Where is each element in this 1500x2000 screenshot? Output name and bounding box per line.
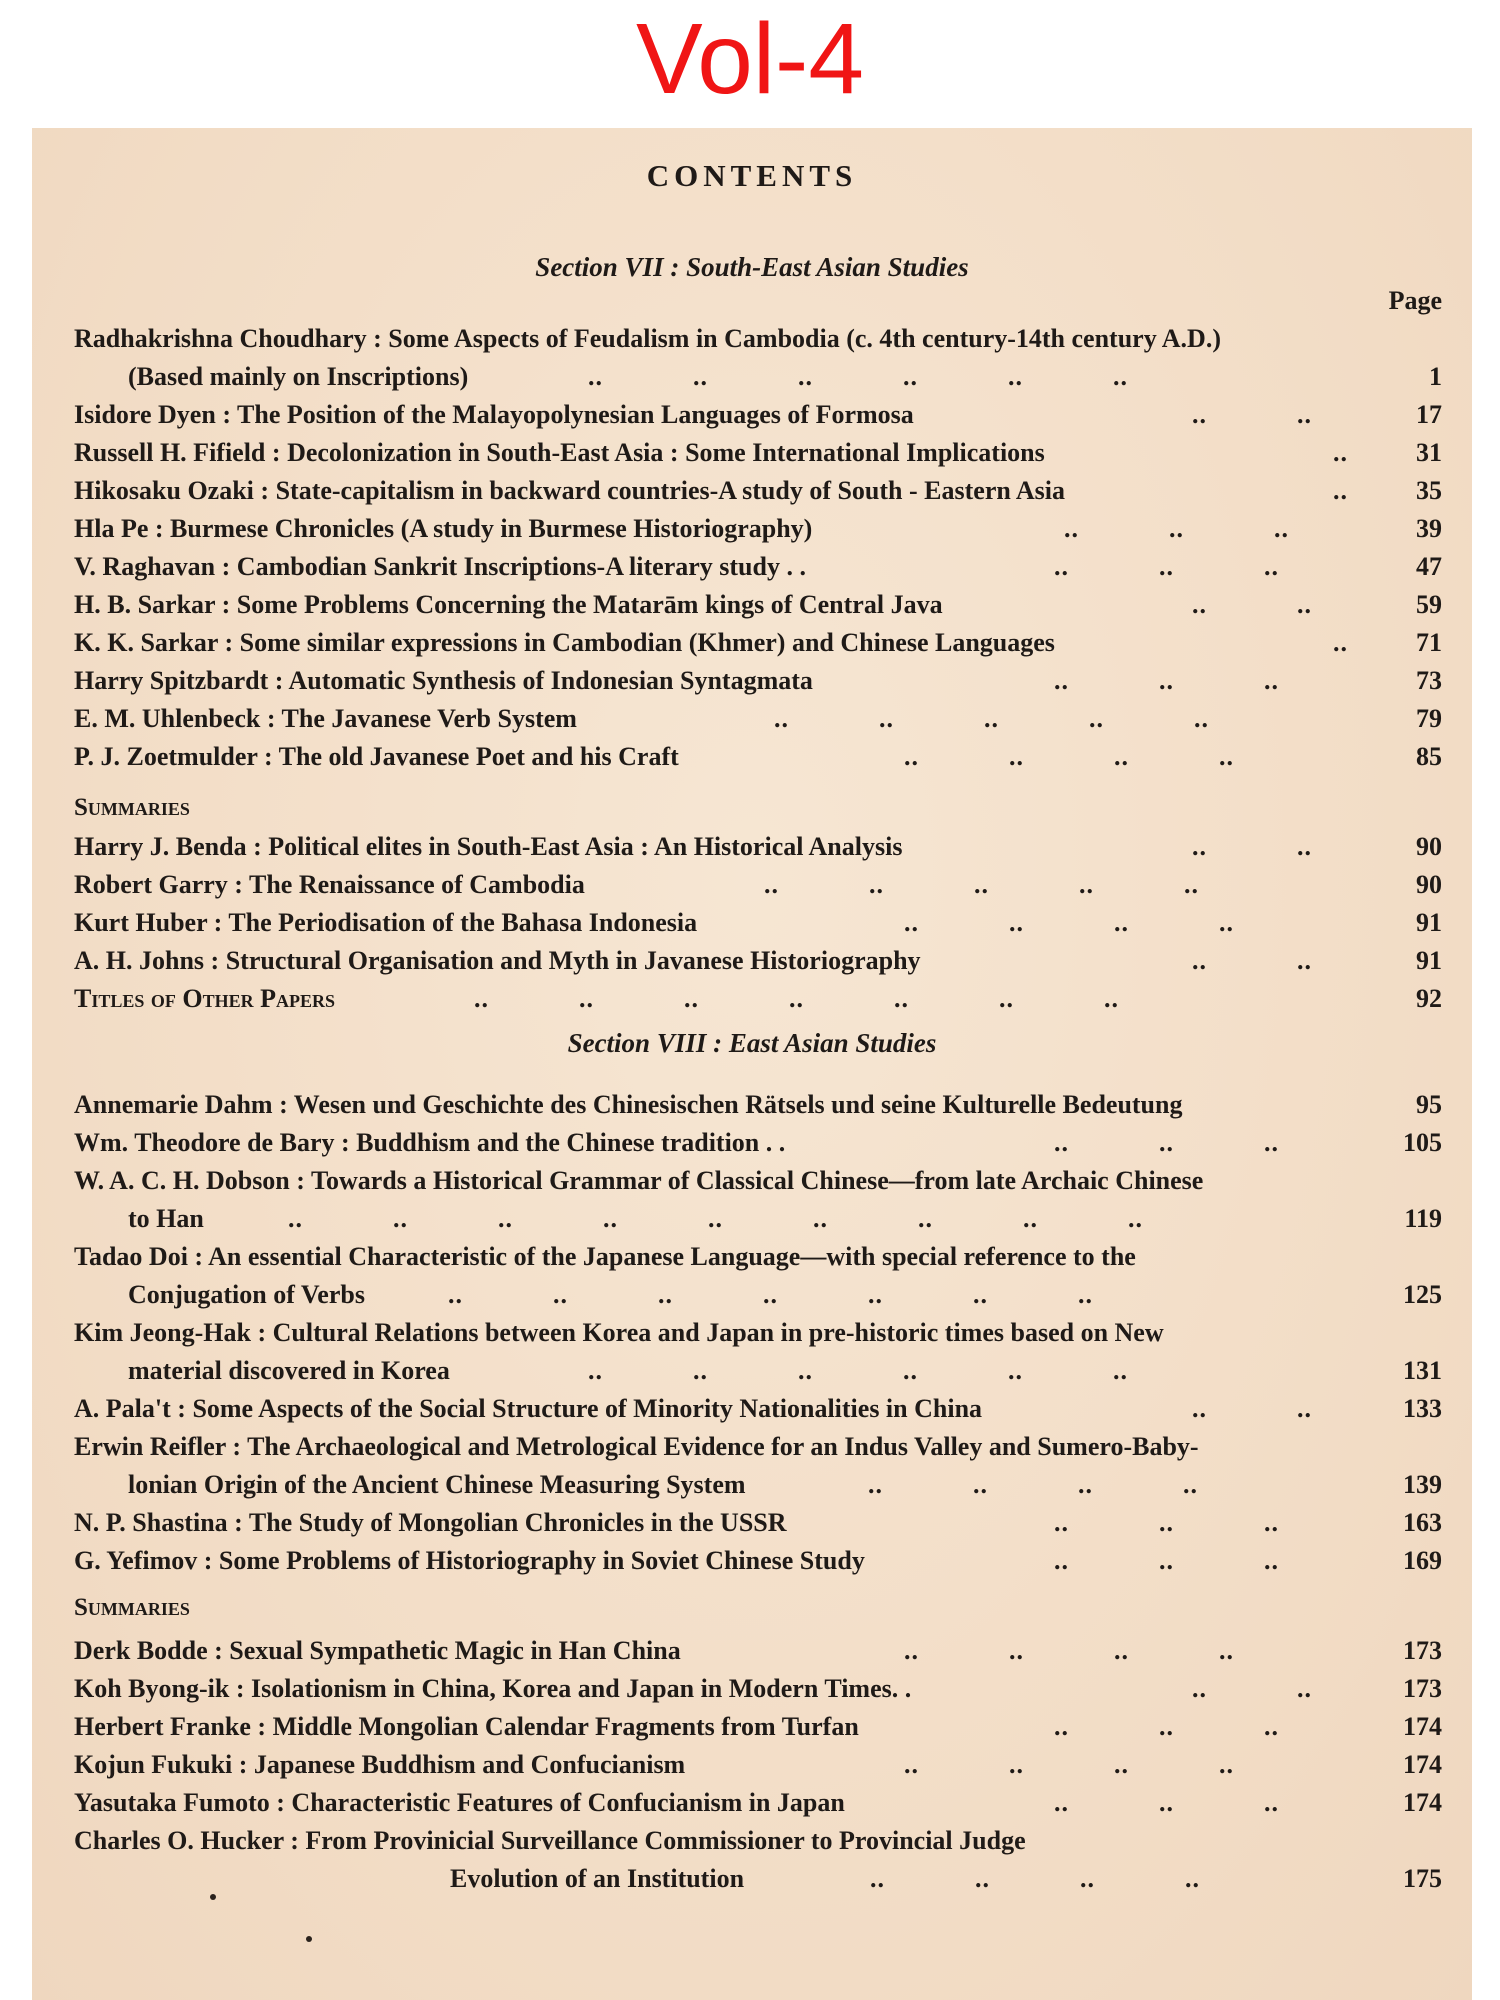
entry-page: 90 xyxy=(1416,870,1442,899)
entry-title: The Periodisation of the Bahasa Indonesia xyxy=(228,908,698,937)
toc-entry: K. K. Sarkar : Some similar expressions in Cambodian (Khmer) and Chinese Languages .. 71 xyxy=(74,624,1442,662)
entry-title: Japanese Buddhism and Confucianism xyxy=(253,1750,686,1779)
summaries-label: Summaries xyxy=(74,794,190,821)
entry-author: Kim Jeong-Hak xyxy=(74,1318,251,1347)
entry-author: Hikosaku Ozaki xyxy=(74,476,254,505)
entry-title-continued: to Han xyxy=(128,1204,204,1233)
entry-author: A. H. Johns xyxy=(74,946,205,975)
entry-author: H. B. Sarkar xyxy=(74,590,216,619)
entry-page: 35 xyxy=(1416,476,1442,505)
toc-entry-continuation: Conjugation of Verbs .. .. .. .. .. .. .. 125 xyxy=(128,1276,1442,1314)
section-viii-title: Section VIII : East Asian Studies xyxy=(567,1028,937,1058)
entry-author: P. J. Zoetmulder xyxy=(74,742,258,771)
entry-title: Buddhism and the Chinese tradition . . xyxy=(356,1128,786,1157)
toc-entry: P. J. Zoetmulder : The old Javanese Poet and his Craft .. .. .. .. 85 xyxy=(74,738,1442,776)
entry-page: 169 xyxy=(1403,1546,1442,1575)
entry-author: Kojun Fukuki xyxy=(74,1750,233,1779)
entry-author: Radhakrishna Choudhary xyxy=(74,324,367,353)
entry-page: 47 xyxy=(1416,552,1442,581)
toc-entry: Derk Bodde : Sexual Sympathetic Magic in Han China .. .. .. .. 173 xyxy=(74,1632,1442,1670)
toc-entry: E. M. Uhlenbeck : The Javanese Verb System .. .. .. .. .. 79 xyxy=(74,700,1442,738)
entry-page: 90 xyxy=(1416,832,1442,861)
entry-author: Harry J. Benda xyxy=(74,832,247,861)
entry-author: Koh Byong-ik xyxy=(74,1674,230,1703)
toc-entry: H. B. Sarkar : Some Problems Concerning the Matarām kings of Central Java .. .. 59 xyxy=(74,586,1442,624)
volume-label: Vol-4 xyxy=(636,3,864,115)
entry-title: The Study of Mongolian Chronicles in the USSR xyxy=(248,1508,787,1537)
entry-title: Structural Organisation and Myth in Javanese Historiography xyxy=(225,946,921,975)
entry-title: The old Javanese Poet and his Craft xyxy=(278,742,679,771)
entry-page: 174 xyxy=(1403,1788,1442,1817)
toc-entry-continuation: lonian Origin of the Ancient Chinese Measuring System .. .. .. .. 139 xyxy=(128,1466,1442,1504)
entry-author: Erwin Reifler xyxy=(74,1432,226,1461)
contents-heading: CONTENTS xyxy=(646,158,858,193)
entry-page: 174 xyxy=(1403,1712,1442,1741)
entry-page: 119 xyxy=(1404,1204,1442,1233)
entry-page: 175 xyxy=(1403,1864,1442,1893)
toc-entry: Hikosaku Ozaki : State-capitalism in backward countries-A study of South - Eastern Asia .. 35 xyxy=(74,472,1442,510)
toc-entry: W. A. C. H. Dobson : Towards a Historical Grammar of Classical Chinese—from late Archaic Chinese xyxy=(74,1166,1204,1195)
ink-speck xyxy=(210,1894,216,1900)
entry-author: Hla Pe xyxy=(74,514,149,543)
entry-title: Some Aspects of Feudalism in Cambodia (c. 4th century-14th century A.D.) xyxy=(388,324,1221,353)
entry-author: Charles O. Hucker xyxy=(74,1826,284,1855)
entry-page: 95 xyxy=(1416,1090,1442,1119)
entry-page: 1 xyxy=(1429,362,1442,391)
entry-title-continued: (Based mainly on Inscriptions) xyxy=(128,362,469,391)
toc-entry: A. H. Johns : Structural Organisation and Myth in Javanese Historiography .. .. 91 xyxy=(74,942,1442,980)
toc-entry: Kojun Fukuki : Japanese Buddhism and Confucianism .. .. .. .. 174 xyxy=(74,1746,1442,1784)
toc-entry: Annemarie Dahm : Wesen und Geschichte des Chinesischen Rätsels und seine Kulturelle Bedeutung 95 xyxy=(74,1086,1442,1124)
entry-title: Cultural Relations between Korea and Japan in pre-historic times based on New xyxy=(272,1318,1164,1347)
entry-page: 85 xyxy=(1416,742,1442,771)
entry-author: Wm. Theodore de Bary xyxy=(74,1128,335,1157)
entry-title: Wesen und Geschichte des Chinesischen Rätsels und seine Kulturelle Bedeutung xyxy=(293,1090,1183,1119)
toc-entry: Kim Jeong-Hak : Cultural Relations between Korea and Japan in pre-historic times based on New xyxy=(74,1318,1164,1347)
toc-entry-continuation: to Han .. .. .. .. .. .. .. .. .. 119 xyxy=(128,1200,1442,1238)
toc-entry: Robert Garry : The Renaissance of Cambodia .. .. .. .. .. 90 xyxy=(74,866,1442,904)
entry-page: 91 xyxy=(1416,946,1442,975)
entry-author: Russell H. Fifield xyxy=(74,438,266,467)
entry-author: Yasutaka Fumoto xyxy=(74,1788,270,1817)
entry-title-continued: lonian Origin of the Ancient Chinese Measuring System xyxy=(128,1470,746,1499)
entry-title: Isolationism in China, Korea and Japan in Modern Times. . xyxy=(251,1674,912,1703)
entry-author: Herbert Franke xyxy=(74,1712,251,1741)
entry-page: 105 xyxy=(1403,1128,1442,1157)
toc-entry: Koh Byong-ik : Isolationism in China, Korea and Japan in Modern Times. . .. .. 173 xyxy=(74,1670,1442,1708)
entry-author: V. Raghavan xyxy=(74,552,216,581)
entry-author: Robert Garry xyxy=(74,870,228,899)
entry-title: An essential Characteristic of the Japanese Language—with special reference to the xyxy=(208,1242,1136,1271)
entry-title: Burmese Chronicles (A study in Burmese Historiography) xyxy=(170,514,813,543)
toc-entry: N. P. Shastina : The Study of Mongolian Chronicles in the USSR .. .. .. 163 xyxy=(74,1504,1442,1542)
section-vii-title: Section VII : South-East Asian Studies xyxy=(535,252,969,282)
entry-page: 71 xyxy=(1416,628,1442,657)
entry-title: Sexual Sympathetic Magic in Han China xyxy=(229,1636,681,1665)
ink-speck xyxy=(306,1936,312,1942)
entry-page: 139 xyxy=(1403,1470,1442,1499)
entry-title: Automatic Synthesis of Indonesian Syntagmata xyxy=(288,666,813,695)
entry-page: 133 xyxy=(1403,1394,1442,1423)
entry-title-continued: Conjugation of Verbs xyxy=(128,1280,365,1309)
entry-page: 91 xyxy=(1416,908,1442,937)
entry-title: Political elites in South-East Asia : An Historical Analysis xyxy=(268,832,903,861)
toc-entry: G. Yefimov : Some Problems of Historiography in Soviet Chinese Study .. .. .. 169 xyxy=(74,1542,1442,1580)
toc-entry-continuation: Evolution of an Institution .. .. .. .. 175 xyxy=(450,1860,1442,1898)
entry-author: E. M. Uhlenbeck xyxy=(74,704,261,733)
toc-entry: Isidore Dyen : The Position of the Malayopolynesian Languages of Formosa .. .. 17 xyxy=(74,396,1442,434)
entry-page: 79 xyxy=(1416,704,1442,733)
entry-author: Harry Spitzbardt xyxy=(74,666,269,695)
entry-page: 163 xyxy=(1403,1508,1442,1537)
entry-title-continued: material discovered in Korea xyxy=(128,1356,450,1385)
entry-title: Decolonization in South-East Asia : Some International Implications xyxy=(287,438,1045,467)
entry-author: Tadao Doi xyxy=(74,1242,188,1271)
entry-author: A. Pala't xyxy=(74,1394,171,1423)
entry-author: N. P. Shastina xyxy=(74,1508,228,1537)
toc-entry: V. Raghavan : Cambodian Sankrit Inscriptions-A literary study . . .. .. .. 47 xyxy=(74,548,1442,586)
toc-entry: Yasutaka Fumoto : Characteristic Features of Confucianism in Japan .. .. .. 174 xyxy=(74,1784,1442,1822)
entry-author: K. K. Sarkar xyxy=(74,628,218,657)
entry-title: Some Problems Concerning the Matarām kings of Central Java xyxy=(236,590,943,619)
entry-title: The Javanese Verb System xyxy=(281,704,577,733)
entry-title: Some Problems of Historiography in Soviet Chinese Study xyxy=(218,1546,865,1575)
entry-page: 17 xyxy=(1416,400,1442,429)
toc-entry: Russell H. Fifield : Decolonization in South-East Asia : Some International Implications .. 31 xyxy=(74,434,1442,472)
entry-title: Characteristic Features of Confucianism in Japan xyxy=(291,1788,845,1817)
entry-page: 31 xyxy=(1416,438,1442,467)
entry-author: Kurt Huber xyxy=(74,908,208,937)
entry-title: The Renaissance of Cambodia xyxy=(248,870,585,899)
toc-entry-other-papers: Titles of Other Papers .. .. .. .. .. .. .. 92 xyxy=(74,980,1442,1018)
toc-entry: Herbert Franke : Middle Mongolian Calendar Fragments from Turfan .. .. .. 174 xyxy=(74,1708,1442,1746)
entry-author: Derk Bodde xyxy=(74,1636,208,1665)
toc-entry: Kurt Huber : The Periodisation of the Bahasa Indonesia .. .. .. .. 91 xyxy=(74,904,1442,942)
entry-title: Middle Mongolian Calendar Fragments from Turfan xyxy=(272,1712,859,1741)
entry-page: 174 xyxy=(1403,1750,1442,1779)
entry-title: State-capitalism in backward countries-A study of South - Eastern Asia xyxy=(275,476,1066,505)
toc-entry-continuation: (Based mainly on Inscriptions) .. .. .. .. .. .. 1 xyxy=(128,358,1442,396)
entry-title: The Position of the Malayopolynesian Languages of Formosa xyxy=(237,400,914,429)
entry-title: From Provinicial Surveillance Commissioner to Provincial Judge xyxy=(305,1826,1026,1855)
contents-page xyxy=(32,128,1472,2000)
toc-entry: Wm. Theodore de Bary : Buddhism and the Chinese tradition . . .. .. .. 105 xyxy=(74,1124,1442,1162)
page-column-label: Page xyxy=(1388,286,1442,315)
entry-author: Isidore Dyen xyxy=(74,400,216,429)
toc-entry: A. Pala't : Some Aspects of the Social Structure of Minority Nationalities in China .. .. 133 xyxy=(74,1390,1442,1428)
entry-title: The Archaeological and Metrological Evidence for an Indus Valley and Sumero-Baby- xyxy=(247,1432,1199,1461)
toc-entry: Erwin Reifler : The Archaeological and Metrological Evidence for an Indus Valley and Sumero-Baby- xyxy=(74,1432,1199,1461)
entry-title-continued: Evolution of an Institution xyxy=(450,1864,745,1893)
toc-entry: Charles O. Hucker : From Provinicial Surveillance Commissioner to Provincial Judge xyxy=(74,1826,1026,1855)
other-papers-label: Titles of Other Papers xyxy=(74,984,335,1013)
toc-entry: Harry J. Benda : Political elites in South-East Asia : An Historical Analysis .. .. 90 xyxy=(74,828,1442,866)
entry-page: 131 xyxy=(1403,1356,1442,1385)
toc-entry: Tadao Doi : An essential Characteristic of the Japanese Language—with special reference to the xyxy=(74,1242,1136,1271)
entry-title: Some Aspects of the Social Structure of Minority Nationalities in China xyxy=(192,1394,983,1423)
entry-author: W. A. C. H. Dobson xyxy=(74,1166,290,1195)
summaries-label: Summaries xyxy=(74,1594,190,1621)
entry-title: Towards a Historical Grammar of Classical Chinese—from late Archaic Chinese xyxy=(310,1166,1204,1195)
toc-entry-continuation: material discovered in Korea .. .. .. .. .. .. 131 xyxy=(128,1352,1442,1390)
toc-entry: Radhakrishna Choudhary : Some Aspects of Feudalism in Cambodia (c. 4th century-14th century A.D.) xyxy=(74,324,1221,353)
entry-page: 92 xyxy=(1416,984,1442,1013)
entry-title: Cambodian Sankrit Inscriptions-A literary study . . xyxy=(236,552,806,581)
toc-entry: Hla Pe : Burmese Chronicles (A study in Burmese Historiography) .. .. .. 39 xyxy=(74,510,1442,548)
entry-author: G. Yefimov xyxy=(74,1546,198,1575)
entry-page: 59 xyxy=(1416,590,1442,619)
toc-entry: Harry Spitzbardt : Automatic Synthesis of Indonesian Syntagmata .. .. .. 73 xyxy=(74,662,1442,700)
entry-page: 125 xyxy=(1403,1280,1442,1309)
entry-page: 173 xyxy=(1403,1636,1442,1665)
entry-page: 39 xyxy=(1416,514,1442,543)
entry-page: 73 xyxy=(1416,666,1442,695)
entry-page: 173 xyxy=(1403,1674,1442,1703)
entry-title: Some similar expressions in Cambodian (Khmer) and Chinese Languages xyxy=(239,628,1055,657)
entry-author: Annemarie Dahm xyxy=(74,1090,273,1119)
